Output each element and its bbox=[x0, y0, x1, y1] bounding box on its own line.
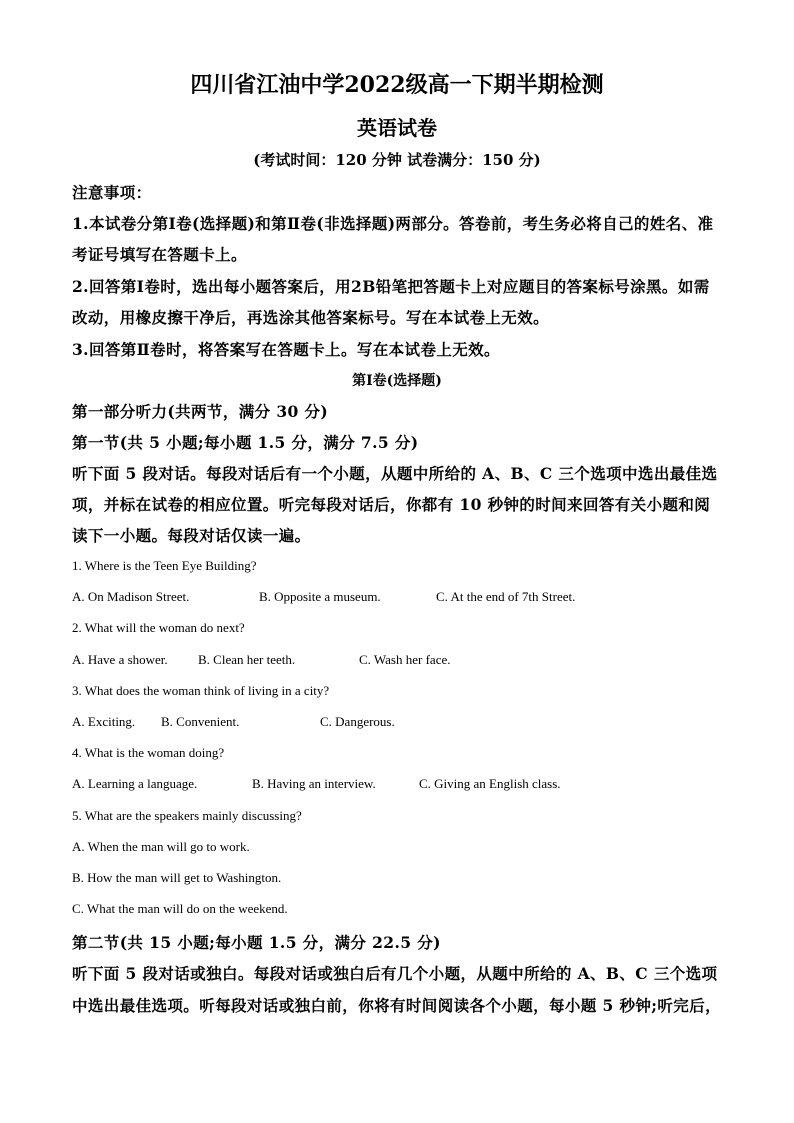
question-5-stem: 5. What are the speakers mainly discussing? bbox=[72, 808, 302, 823]
section-1-instruction-line-2: 项，并标在试卷的相应位置。听完每段对话后，你都有 10 秒钟的时间来回答有关小题和阅 bbox=[72, 495, 711, 514]
question-1-stem: 1. Where is the Teen Eye Building? bbox=[72, 558, 257, 573]
question-4-option-c: C. Giving an English class. bbox=[419, 776, 561, 791]
note-2-line-2: 改动，用橡皮擦干净后，再选涂其他答案标号。写在本试卷上无效。 bbox=[72, 308, 550, 327]
note-1-line-2: 考证号填写在答题卡上。 bbox=[72, 245, 247, 264]
exam-title: 四川省江油中学2022级高一下期半期检测 bbox=[190, 72, 604, 98]
question-1-option-b: B. Opposite a museum. bbox=[259, 589, 381, 604]
question-4-stem: 4. What is the woman doing? bbox=[72, 745, 225, 760]
section-2-instruction-line-2: 中选出最佳选项。听每段对话或独白前，你将有时间阅读各个小题，每小题 5 秒钟;听完后， bbox=[72, 996, 722, 1015]
question-2-option-b: B. Clean her teeth. bbox=[198, 652, 296, 667]
question-3-option-a: A. Exciting. bbox=[72, 714, 136, 729]
notes-heading: 注意事项： bbox=[72, 183, 152, 202]
question-2-stem: 2. What will the woman do next? bbox=[72, 620, 245, 635]
question-2-option-c: C. Wash her face. bbox=[359, 652, 451, 667]
subject-title: 英语试卷 bbox=[357, 116, 437, 140]
question-4-option-a: A. Learning a language. bbox=[72, 776, 198, 791]
note-3-line-1: 3.回答第Ⅱ卷时，将答案写在答题卡上。写在本试卷上无效。 bbox=[72, 340, 500, 359]
section-2-instruction-line-1: 听下面 5 段对话或独白。每段对话或独白后有几个小题，从题中所给的 A、B、C 三个选项 bbox=[72, 964, 718, 983]
question-5-option-b: B. How the man will get to Washington. bbox=[72, 870, 282, 885]
part-1-heading: 第一部分听力(共两节，满分 30 分) bbox=[72, 402, 329, 421]
question-3-stem: 3. What does the woman think of living in a city? bbox=[72, 683, 330, 698]
volume-1-label: 第Ⅰ卷(选择题) bbox=[352, 373, 442, 389]
question-2-option-a: A. Have a shower. bbox=[72, 652, 168, 667]
question-5-option-c: C. What the man will do on the weekend. bbox=[72, 901, 288, 916]
question-3-option-b: B. Convenient. bbox=[161, 714, 240, 729]
question-1-option-a: A. On Madison Street. bbox=[72, 589, 190, 604]
section-1-instruction-line-1: 听下面 5 段对话。每段对话后有一个小题，从题中所给的 A、B、C 三个选项中选出最佳选 bbox=[72, 464, 718, 483]
question-4-option-b: B. Having an interview. bbox=[252, 776, 376, 791]
section-2-heading: 第二节(共 15 小题;每小题 1.5 分，满分 22.5 分) bbox=[72, 933, 441, 952]
exam-info: (考试时间：120 分钟 试卷满分：150 分) bbox=[253, 151, 541, 169]
question-3-option-c: C. Dangerous. bbox=[320, 714, 395, 729]
question-5-option-a: A. When the man will go to work. bbox=[72, 839, 250, 854]
note-1-line-1: 1.本试卷分第Ⅰ卷(选择题)和第Ⅱ卷(非选择题)两部分。答卷前，考生务必将自己的姓名、准 bbox=[72, 214, 714, 233]
section-1-heading: 第一节(共 5 小题;每小题 1.5 分，满分 7.5 分) bbox=[72, 433, 419, 452]
section-1-instruction-line-3: 读下一小题。每段对话仅读一遍。 bbox=[72, 526, 311, 545]
question-1-option-c: C. At the end of 7th Street. bbox=[436, 589, 576, 604]
note-2-line-1: 2.回答第Ⅰ卷时，选出每小题答案后，用2B铅笔把答题卡上对应题目的答案标号涂黑。如需 bbox=[72, 277, 710, 296]
